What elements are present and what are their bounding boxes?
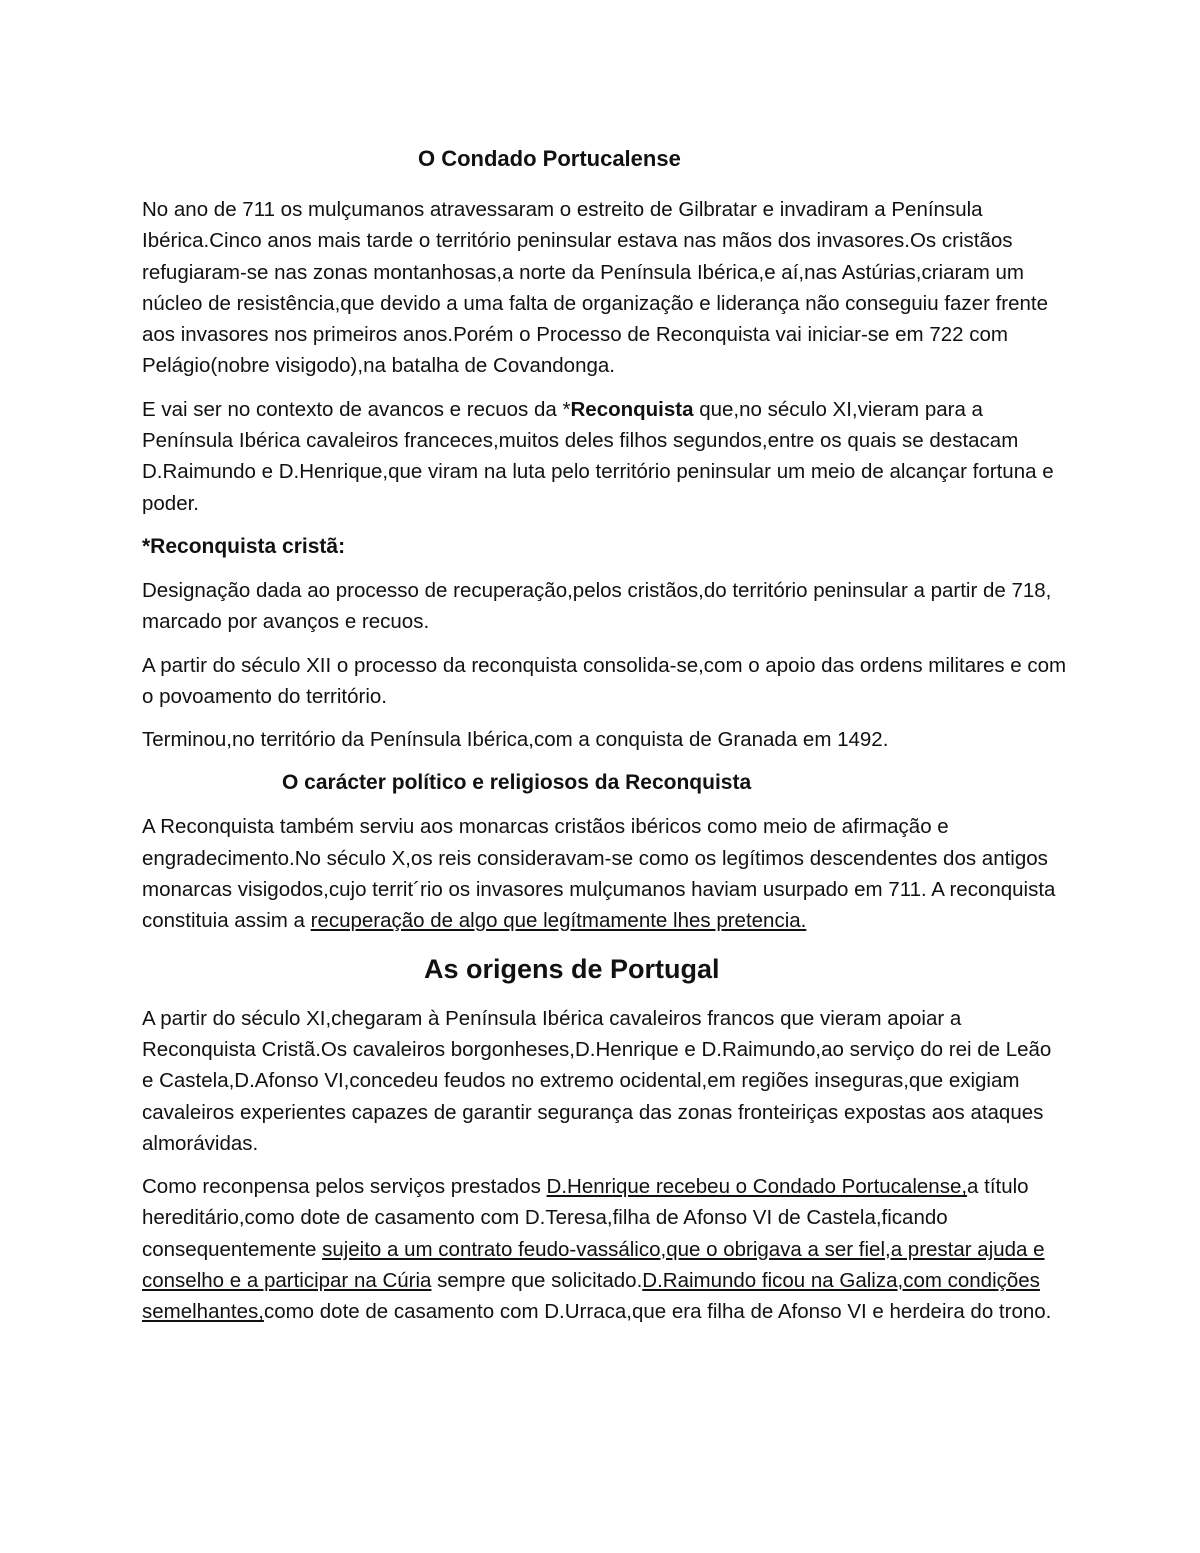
- underlined-text: recuperação de algo que legítmamente lhes pretencia.: [310, 909, 807, 933]
- paragraph-reconquista-context: [142, 394, 1067, 519]
- paragraph-text: E vai ser no contexto de avancos e recuos da *: [142, 397, 571, 421]
- bold-term-reconquista: Reconquista: [570, 397, 694, 421]
- underlined-text: sujeito a um contrato feudo-vassálico,que o obrigava a ser fiel,a prestar ajuda e conselho e a participar na Cúria: [142, 1237, 1045, 1293]
- paragraph-consolidation: A partir do século XII o processo da reconquista consolida-se,com o apoio das ordens militares e com o povoamento do território.: [142, 653, 1067, 708]
- paragraph-text: como dote de casamento com D.Urraca,que era filha de Afonso VI e herdeira do trono.: [263, 1300, 1052, 1324]
- document-body: [142, 143, 1067, 1340]
- paragraph-text: que,no século XI,vieram para a Península Ibérica cavaleiros franceces,muitos deles filhos segundos,entre os quais se destacam D.Raimundo e D.Henrique,que viram na luta pelo território peninsular um meio de alcançar fortuna e poder.: [142, 397, 1054, 515]
- section-title-political-religious: O carácter político e religiosos da Reconquista: [282, 771, 752, 795]
- document-title: O Condado Portucalense: [418, 146, 681, 171]
- definition-heading: *Reconquista cristã:: [142, 534, 346, 558]
- paragraph-text: sempre que solicitado.: [431, 1269, 643, 1293]
- paragraph-origins: A partir do século XI,chegaram à Península Ibérica cavaleiros francos que vieram apoiar a Reconquista Cristã.Os cavaleiros borgonheses,D.Henrique e D.Raimundo,ao serviço do rei de Leão e Castela,D.Afonso VI,concedeu feudos no extremo ocidental,em regiões inseguras,que exigiam cavaleiros experientes capazes de garantir segurança das zonas fronteiriças expostas aos ataques almorávidas.: [142, 1006, 1052, 1155]
- underlined-text: D.Henrique recebeu o Condado Portucalense,: [546, 1175, 968, 1199]
- underlined-text: D.Raimundo ficou na Galiza,com condições semelhantes,: [142, 1269, 1040, 1324]
- paragraph-intro: No ano de 711 os mulçumanos atravessaram o estreito de Gilbratar e invadiram a Península Ibérica.Cinco anos mais tarde o território peninsular estava nas mãos dos invasores.Os cristãos refugiaram-se nas zonas montanhosas,a norte da Península Ibérica,e aí,nas Astúrias,criaram um núcleo de resistência,que devido a uma falta de organização e liderança não conseguiu fazer frente aos invasores nos primeiros anos.Porém o Processo de Reconquista vai iniciar-se em 722 com Pelágio(nobre visigodo),na batalha de Covandonga.: [142, 198, 1049, 378]
- paragraph-text: A Reconquista também serviu aos monarcas cristãos ibéricos como meio de afirmação e engradecimento.No século X,os reis consideravam-se como os legítimos descendentes dos antigos monarcas visigodos,cujo territ´rio os invasores mulçumanos haviam usurpado em 711. A reconquista constituia assim a: [142, 815, 1056, 933]
- paragraph-definition: Designação dada ao processo de recuperação,pelos cristãos,do território peninsular a partir de 718, marcado por avanços e recuos.: [142, 578, 1052, 634]
- paragraph-text: Como reconpensa pelos serviços prestados: [142, 1175, 547, 1199]
- section-title-origins: As origens de Portugal: [424, 953, 720, 984]
- paragraph-conclusion: Terminou,no território da Península Ibérica,com a conquista de Granada em 1492.: [142, 728, 889, 752]
- paragraph-reward: [142, 1171, 1067, 1327]
- paragraph-text: a título hereditário,como dote de casamento com D.Teresa,filha de Afonso VI de Castela,ficando consequentemente: [142, 1175, 1029, 1261]
- paragraph-political-religious: [142, 811, 1067, 936]
